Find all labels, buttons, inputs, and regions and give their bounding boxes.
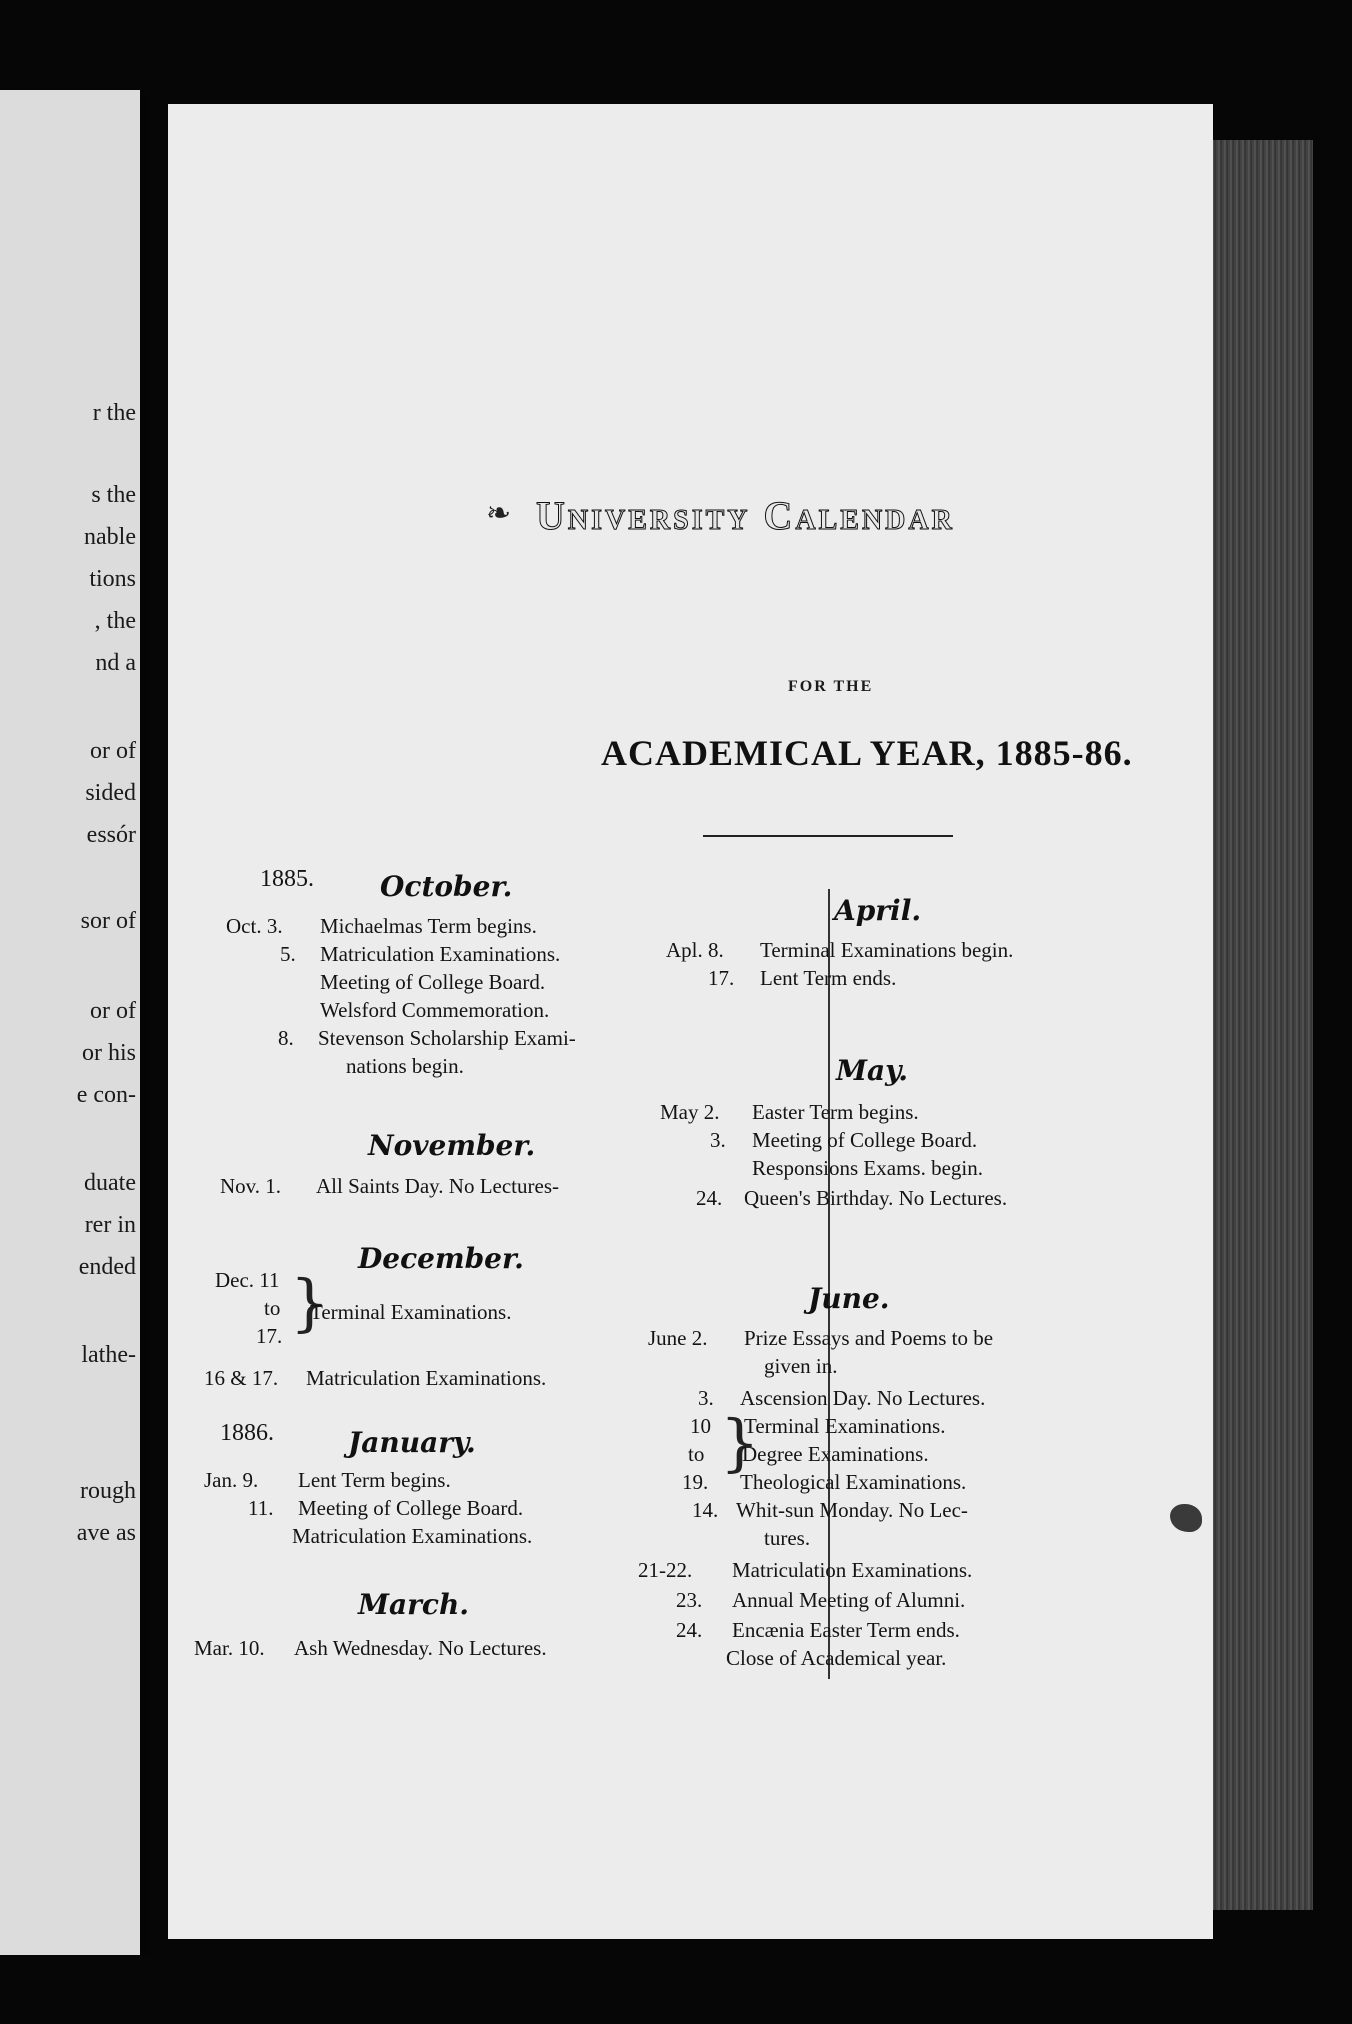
- entry-date: May 2.: [660, 1100, 720, 1124]
- entry-text: Matriculation Examinations.: [320, 942, 561, 966]
- academical-year-heading: ACADEMICAL YEAR, 1885-86.: [601, 733, 1133, 773]
- fragment-line: sor of: [80, 908, 136, 934]
- entry-text: Matriculation Examinations.: [292, 1524, 533, 1548]
- entry-text: Theological Examinations.: [740, 1470, 967, 1494]
- entry-text: nations begin.: [346, 1054, 464, 1078]
- month-heading-april: April.: [834, 894, 922, 927]
- fragment-line: s the: [91, 482, 136, 508]
- entry-date: 5.: [280, 942, 296, 966]
- entry-date: Nov. 1.: [220, 1174, 282, 1198]
- entry-text: Whit-sun Monday. No Lec-: [736, 1498, 968, 1522]
- entry-date: 3.: [698, 1386, 714, 1410]
- entry-text: Prize Essays and Poems to be: [744, 1326, 994, 1350]
- entry-text: Annual Meeting of Alumni.: [732, 1588, 966, 1612]
- range-start-date: Dec. 11: [215, 1268, 280, 1292]
- fragment-line: nd a: [95, 650, 136, 676]
- fragment-line: duate: [84, 1170, 136, 1196]
- range-end-date: 17.: [256, 1324, 283, 1348]
- range-to: to: [264, 1296, 281, 1320]
- entry-text: Lent Term ends.: [760, 966, 897, 990]
- fragment-line: nable: [84, 524, 136, 550]
- entry-text: Stevenson Scholarship Exami-: [318, 1026, 576, 1050]
- entry-date: 24.: [676, 1618, 703, 1642]
- entry-text: Ash Wednesday. No Lectures.: [294, 1636, 547, 1660]
- entry-text: Encænia Easter Term ends.: [732, 1618, 960, 1642]
- entry-date: Apl. 8.: [666, 938, 724, 962]
- brace-icon: }: [720, 1406, 760, 1479]
- entry-text: Degree Examinations.: [742, 1442, 929, 1466]
- entry-date: 14.: [692, 1498, 719, 1522]
- title-rule: [703, 835, 953, 837]
- entry-text: Matriculation Examinations.: [306, 1366, 547, 1390]
- fragment-line: or his: [82, 1040, 136, 1066]
- fragment-line: e con-: [76, 1082, 136, 1108]
- page-title: University Calendar: [536, 493, 955, 538]
- entry-date: 3.: [710, 1128, 726, 1152]
- fragment-line: or of: [90, 738, 136, 764]
- entry-text: Terminal Examinations begin.: [760, 938, 1014, 962]
- entry-text: Close of Academical year.: [726, 1646, 947, 1670]
- ink-blot: [1170, 1504, 1202, 1532]
- range-start-date: 10: [690, 1414, 711, 1438]
- entry-text: Terminal Examinations.: [744, 1414, 946, 1438]
- entry-text: Easter Term begins.: [752, 1100, 919, 1124]
- entry-text: Welsford Commemoration.: [320, 998, 550, 1022]
- fragment-line: ave as: [76, 1520, 136, 1546]
- month-heading-december: December.: [358, 1242, 524, 1275]
- entry-date: 17.: [708, 966, 735, 990]
- facing-page-fragment: [0, 90, 150, 1955]
- entry-date: 21-22.: [638, 1558, 693, 1582]
- fragment-line: r the: [92, 400, 136, 426]
- entry-text: given in.: [764, 1354, 838, 1378]
- entry-text: tures.: [764, 1526, 811, 1550]
- fragment-line: sided: [85, 780, 136, 806]
- entry-date: Oct. 3.: [226, 914, 283, 938]
- fragment-line: essór: [86, 822, 136, 848]
- fragment-line: tions: [89, 566, 136, 592]
- entry-date: 16 & 17.: [204, 1366, 279, 1390]
- month-heading-november: November.: [368, 1129, 536, 1162]
- fragment-line: lathe-: [81, 1342, 136, 1368]
- entry-text: All Saints Day. No Lectures-: [316, 1174, 559, 1198]
- year-label: 1885.: [260, 866, 314, 892]
- subtitle-for-the: FOR THE: [788, 678, 874, 695]
- fragment-line: rer in: [84, 1212, 136, 1238]
- fragment-line: ended: [78, 1254, 136, 1280]
- page-edge-stack: [1205, 140, 1313, 1910]
- fragment-line: rough: [80, 1478, 136, 1504]
- month-heading-may: May.: [836, 1054, 908, 1087]
- entry-text: Matriculation Examinations.: [732, 1558, 973, 1582]
- entry-date: Jan. 9.: [204, 1468, 259, 1492]
- entry-text: Meeting of College Board.: [298, 1496, 524, 1520]
- fragment-line: , the: [94, 608, 136, 634]
- entry-date: 23.: [676, 1588, 703, 1612]
- month-heading-october: October.: [380, 870, 513, 903]
- entry-text: Ascension Day. No Lectures.: [740, 1386, 986, 1410]
- month-heading-january: January.: [348, 1426, 476, 1459]
- entry-text: Terminal Examinations.: [310, 1300, 512, 1324]
- entry-date: 11.: [248, 1496, 274, 1520]
- calendar-page: [168, 104, 1213, 1939]
- entry-text: Meeting of College Board.: [320, 970, 546, 994]
- entry-date: Mar. 10.: [194, 1636, 265, 1660]
- entry-date: June 2.: [648, 1326, 708, 1350]
- range-to: to: [688, 1442, 705, 1466]
- entry-text: Queen's Birthday. No Lectures.: [744, 1186, 1008, 1210]
- entry-text: Michaelmas Term begins.: [320, 914, 537, 938]
- brace-icon: }: [290, 1266, 330, 1339]
- entry-text: Responsions Exams. begin.: [752, 1156, 983, 1180]
- entry-date: 8.: [278, 1026, 294, 1050]
- month-heading-march: March.: [358, 1588, 470, 1621]
- month-heading-june: June.: [808, 1282, 890, 1315]
- year-label: 1886.: [220, 1420, 274, 1446]
- entry-text: Lent Term begins.: [298, 1468, 451, 1492]
- fleuron-icon: ❧: [486, 497, 512, 530]
- fragment-line: or of: [90, 998, 136, 1024]
- entry-date: 24.: [696, 1186, 723, 1210]
- range-end-date: 19.: [682, 1470, 709, 1494]
- entry-text: Meeting of College Board.: [752, 1128, 978, 1152]
